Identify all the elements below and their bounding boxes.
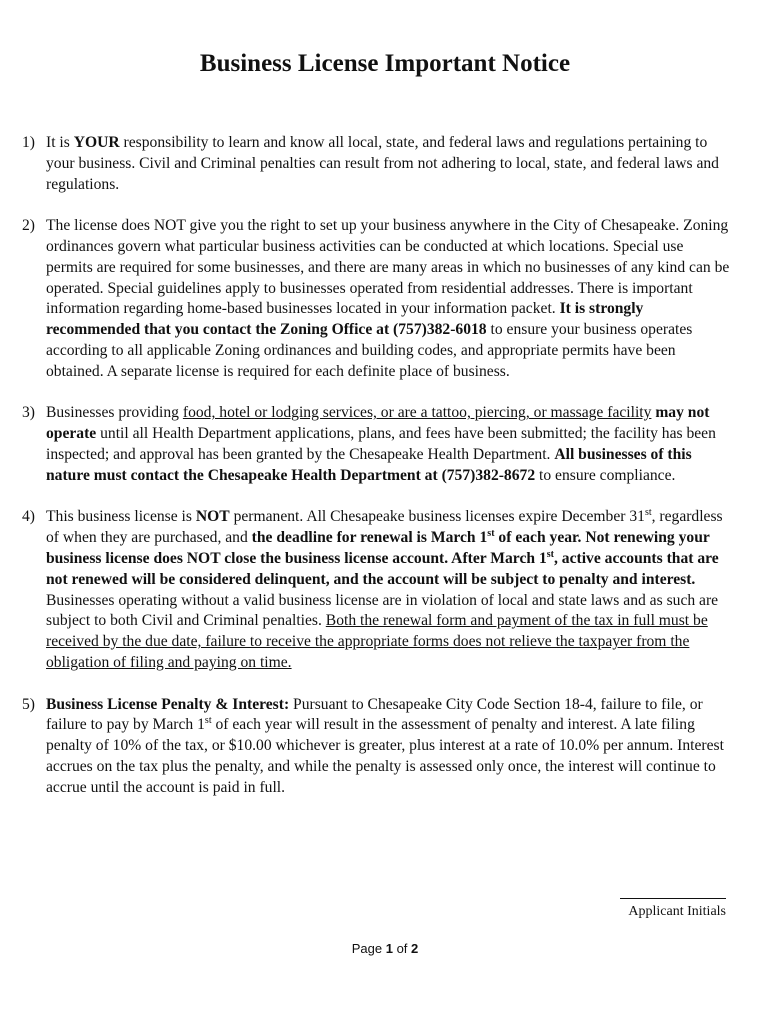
ordinal-suffix: st — [204, 715, 212, 727]
item-text: of each year will result in the assessment of penalty and interest. A late filing penalty of 10% of the tax, or $10.00 whichever is greater, plus interest at a rate of 10.0% per annum. Interest accrues on the tax plus the penalty, and while the penalty is assessed only once, the interest will continue to accrue until the account is paid in full. — [46, 716, 724, 796]
item-number: 1) — [22, 134, 35, 151]
item-bold-text: of each year. Not renewing your business license does NOT close the business license account. After March 1 — [46, 529, 710, 567]
item-bold-text: YOUR — [73, 134, 120, 151]
item-text: , regardless of when they are purchased, and — [46, 508, 723, 547]
item-text: permanent. All Chesapeake business licenses expire December 31 — [229, 508, 645, 526]
notice-item-1 — [22, 133, 730, 195]
item-number: 3) — [22, 404, 35, 422]
initials-signature-line[interactable] — [620, 886, 726, 899]
item-text: to ensure your business operates according to all applicable Zoning ordinances and building codes, and appropriate permits have been obtained. A separate license is required for each definite place of business. — [46, 321, 693, 380]
item-text: until all Health Department applications, plans, and fees have been submitted; the facility has been inspected; and approval has been granted by the Chesapeake Health Department. — [46, 425, 716, 463]
ordinal-suffix: st — [487, 527, 495, 539]
zoning-contact-notice: It is strongly recommended that you contact the Zoning Office at (757)382-6018 — [46, 300, 644, 339]
delinquency-notice: , active accounts that are not renewed will be considered delinquent, and the account will be subject to penalty and interest. — [46, 549, 719, 588]
item-text: responsibility to learn and know all local, state, and federal laws and regulations pertaining to your business. Civil and Criminal penalties can result from not adhering to local, state, and federal laws and regulations. — [46, 134, 719, 193]
item-text: to ensure compliance. — [535, 466, 676, 484]
item-number: 5) — [22, 695, 35, 713]
ordinal-suffix: st — [546, 548, 554, 560]
page-title: Business License Important Notice — [199, 50, 571, 77]
item-text: It is — [46, 134, 74, 151]
notice-item-3 — [22, 403, 730, 486]
notice-item-5 — [22, 695, 730, 799]
item-bold-text: may not operate — [46, 404, 710, 443]
initials-label: Applicant Initials — [628, 904, 726, 919]
notice-item-4 — [22, 507, 730, 673]
item-text: Businesses providing — [46, 404, 183, 422]
item-number: 4) — [22, 508, 35, 526]
penalty-heading: Business License Penalty & Interest: — [46, 695, 290, 713]
renewal-deadline-notice: the deadline for renewal is March 1 — [251, 529, 488, 547]
ordinal-suffix: st — [644, 507, 652, 519]
item-text: The license does NOT give you the right to set up your business anywhere in the City of Chesapeake. Zoning ordinances govern what particular business activities can be conducted at which locations. Special use permits are required for some businesses, and there are many areas in which no businesses of any kind can be operated. Special guidelines apply to businesses operated from residential addresses. There is important information regarding home-based businesses located in your information packet. — [46, 217, 730, 318]
notice-list — [22, 133, 730, 819]
current-page-number: 1 — [385, 941, 393, 956]
underlined-business-types: food, hotel or lodging services, or are a tattoo, piercing, or massage facility — [182, 404, 652, 422]
item-text: This business license is — [46, 508, 196, 526]
page-number-footer — [0, 940, 770, 958]
item-text: Pursuant to Chesapeake City Code Section 18-4, failure to file, or failure to pay by March 1 — [46, 695, 703, 734]
total-pages-number: 2 — [411, 941, 419, 956]
item-text: Businesses operating without a valid business license are in violation of local and state laws and as such are subject to both Civil and Criminal penalties. — [46, 591, 719, 630]
notice-item-2 — [22, 216, 730, 382]
item-bold-text: NOT — [195, 508, 230, 526]
underlined-due-date-notice: Both the renewal form and payment of the tax in full must be received by the due date, failure to receive the appropriate forms does not relieve the taxpayer from the obligation of filing and paying on time. — [46, 612, 708, 671]
page-word: Page — [351, 941, 386, 956]
of-word: of — [392, 941, 412, 956]
item-number: 2) — [22, 217, 35, 235]
health-contact-notice: All businesses of this nature must contact the Chesapeake Health Department at (757)382-8672 — [46, 445, 692, 484]
